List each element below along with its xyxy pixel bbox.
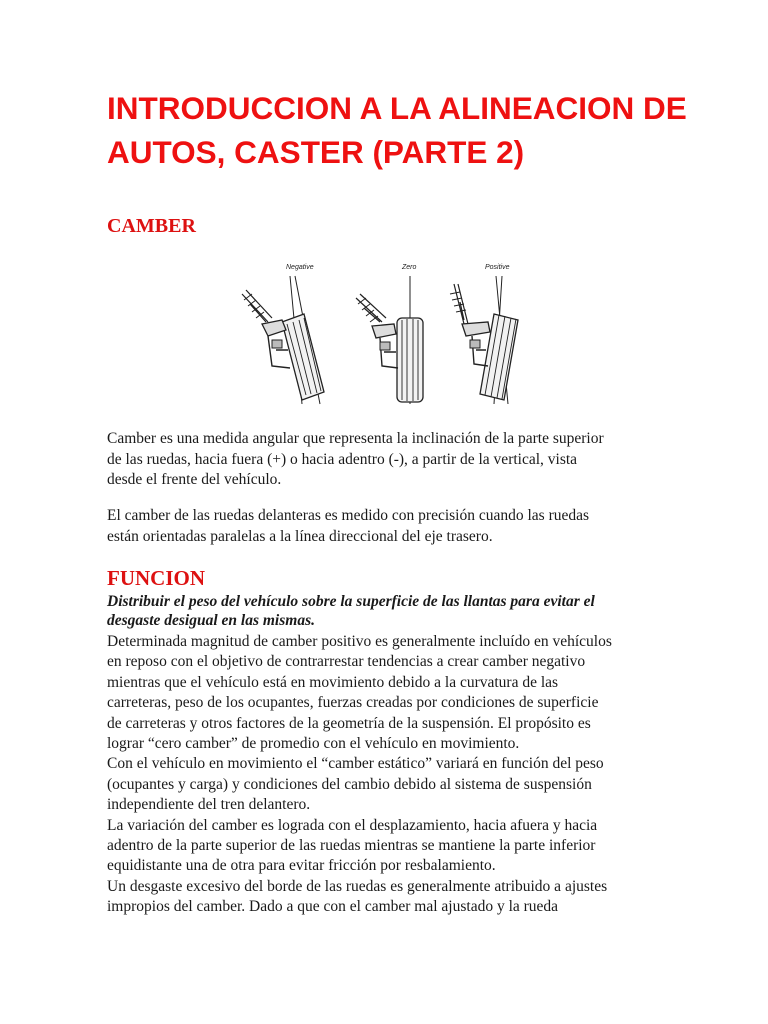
section-heading-funcion: FUNCION bbox=[107, 566, 205, 590]
camber-definition-paragraph bbox=[107, 429, 687, 491]
text-line: (ocupantes y carga) y condiciones del cambio debido al sistema de suspensión bbox=[107, 775, 592, 793]
label-positive: Positive bbox=[485, 264, 510, 271]
text-line: Camber es una medida angular que representa la inclinación de la parte superior bbox=[107, 430, 604, 447]
section-heading-camber: CAMBER bbox=[107, 215, 196, 237]
text-line: La variación del camber es lograda con el desplazamiento, hacia afuera y hacia bbox=[107, 816, 598, 834]
text-line: están orientadas paralelas a la línea direccional del eje trasero. bbox=[107, 527, 493, 545]
text-line: impropios del camber. Dado a que con el camber mal ajustado y la rueda bbox=[107, 898, 559, 916]
text-line: de carreteras y otros factores de la geometría de la suspensión. El propósito es bbox=[107, 714, 591, 732]
title-line-2: AUTOS, CASTER (PARTE 2) bbox=[107, 134, 525, 170]
text-line: de las ruedas, hacia fuera (+) o hacia adentro (-), a partir de la vertical, vista bbox=[107, 450, 578, 468]
text-line: adentro de la parte superior de las ruedas mientras se mantiene la parte inferior bbox=[107, 837, 596, 855]
negative-camber-wheel bbox=[242, 276, 324, 404]
funcion-body-text bbox=[107, 632, 687, 918]
label-negative: Negative bbox=[286, 264, 314, 271]
page-title bbox=[107, 86, 707, 174]
text-line: Distribuir el peso del vehículo sobre la superficie de las llantas para evitar el bbox=[107, 593, 595, 610]
text-line: mientras que el vehículo está en movimiento debido a la curvatura de las bbox=[107, 673, 559, 691]
text-line: lograr “cero camber” de promedio con el vehículo en movimiento. bbox=[107, 735, 520, 753]
text-line: carreteras, peso de los ocupantes, fuerzas creadas por condiciones de superficie bbox=[107, 694, 599, 712]
text-line: Con el vehículo en movimiento el “camber estático” variará en función del peso bbox=[107, 755, 604, 773]
text-line: desgaste desigual en las mismas. bbox=[107, 612, 315, 629]
text-line: equidistante una de otra para evitar fricción por resbalamiento. bbox=[107, 857, 496, 875]
positive-camber-wheel bbox=[450, 276, 518, 404]
text-line: en reposo con el objetivo de contrarrestar tendencias a crear camber negativo bbox=[107, 653, 586, 671]
title-line-1: INTRODUCCION A LA ALINEACION DE bbox=[107, 90, 687, 126]
camber-measurement-paragraph bbox=[107, 506, 687, 547]
text-line: independiente del tren delantero. bbox=[107, 796, 311, 814]
funcion-lead-text bbox=[107, 592, 687, 630]
zero-camber-wheel bbox=[356, 276, 423, 404]
text-line: Determinada magnitud de camber positivo es generalmente incluído en vehículos bbox=[107, 633, 612, 650]
label-zero: Zero bbox=[402, 264, 417, 271]
text-line: El camber de las ruedas delanteras es medido con precisión cuando las ruedas bbox=[107, 507, 590, 524]
camber-diagram bbox=[232, 254, 537, 410]
text-line: desde el frente del vehículo. bbox=[107, 471, 282, 489]
text-line: Un desgaste excesivo del borde de las ruedas es generalmente atribuido a ajustes bbox=[107, 877, 608, 895]
